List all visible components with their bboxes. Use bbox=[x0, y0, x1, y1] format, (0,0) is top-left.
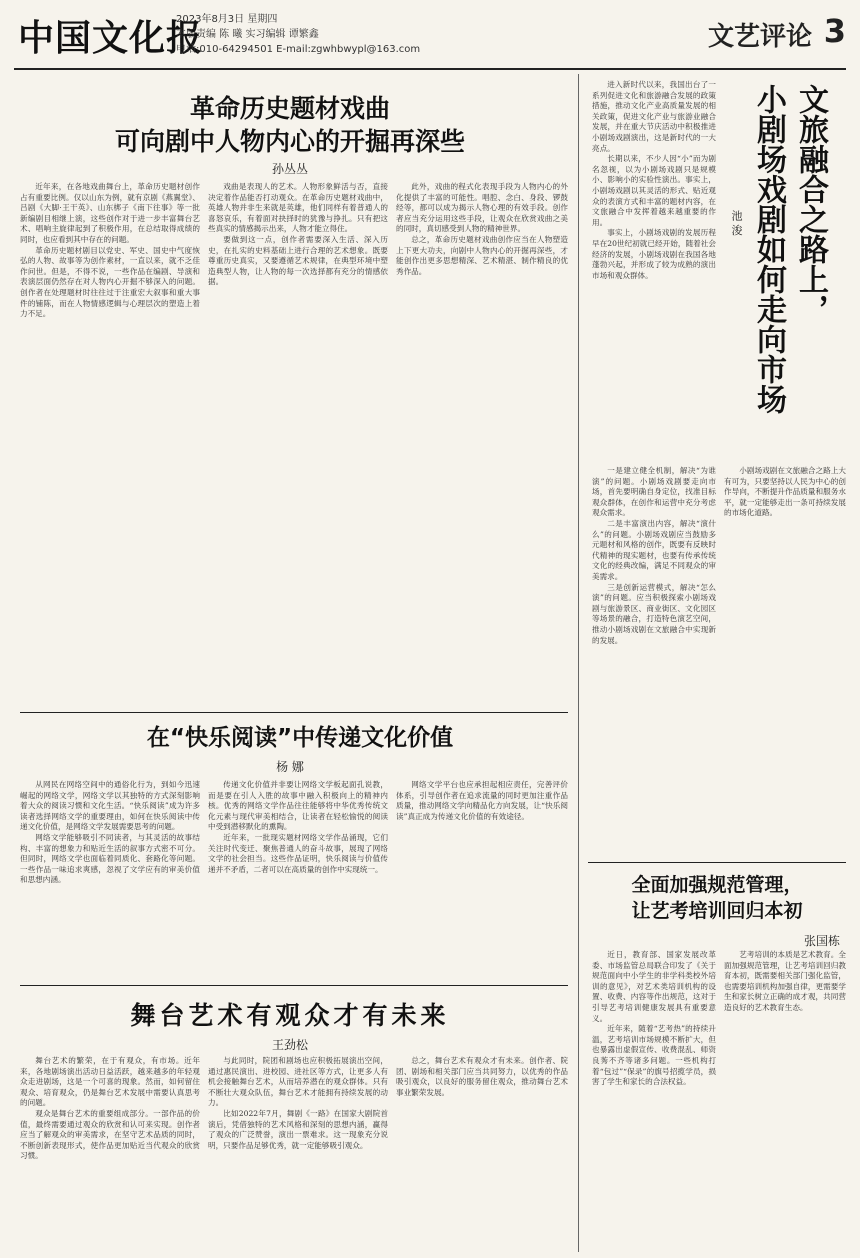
article-4-paragraph: 小剧场戏剧在文旅融合之路上大有可为，只要坚持以人民为中心的创作导向，不断提升作品质量和服务水平，就一定能够走出一条可持续发展的市场化道路。 bbox=[724, 466, 846, 518]
editor-line: 本版责编 陈 曦 实习编辑 谭繁鑫 bbox=[176, 29, 319, 40]
page-number: 3 bbox=[823, 12, 846, 50]
article-1-title-line-1: 革命历史题材戏曲 bbox=[189, 94, 390, 123]
article-3-paragraph: 观众是舞台艺术的重要组成部分。一部作品的价值，最终需要通过观众的欣赏和认可来实现。创作者应当了解观众的审美需求，在坚守艺术品质的同时，不断创新表现形式，使作品更加贴近当代观众的欣赏习惯。 bbox=[20, 1108, 200, 1161]
article-1-headline bbox=[40, 92, 540, 158]
article-2-column-2 bbox=[208, 780, 388, 980]
article-2-author: 杨 娜 bbox=[276, 760, 304, 774]
article-2-paragraph: 近年来，一批现实题材网络文学作品涌现，它们关注时代变迁、聚焦普通人的奋斗故事，展现了网络文学的社会担当。这些作品证明，快乐阅读与价值传递并不矛盾，二者可以在高质量的创作中实现统一。 bbox=[208, 832, 388, 874]
article-1-paragraph: 此外，戏曲的程式化表现手段为人物内心的外化提供了丰富的可能性。唱腔、念白、身段、锣鼓经等，都可以成为揭示人物心理的有效手段。创作者应当充分运用这些手段，让观众在欣赏戏曲之美的同时，真切感受到人物的精神世界。 bbox=[396, 182, 568, 234]
article-3-headline: 舞台艺术有观众才有未来 bbox=[130, 1001, 450, 1030]
article-4-paragraph: 长期以来，不少人因“小”而为剧名忽视，以为小剧场戏剧只是规模小、影响小的实验性演出。事实上，小剧场戏剧以其灵活的形式、贴近观众的表演方式和丰富的题材内容，在文旅融合中发挥着越来越重要的作用。 bbox=[592, 154, 716, 227]
masthead-rule bbox=[14, 68, 846, 70]
article-5-headline bbox=[590, 872, 844, 924]
article-5-title-line-2: 让艺考培训回归本初 bbox=[631, 900, 803, 922]
article-5-column-2 bbox=[724, 950, 846, 1250]
article-3-column-3 bbox=[396, 1056, 568, 1252]
article-5-column-1 bbox=[592, 950, 716, 1250]
article-3-column-1 bbox=[20, 1056, 200, 1252]
contact-line: 电话:010-64294501 E-mail:zgwhbwypl@163.com bbox=[176, 44, 421, 55]
issue-meta bbox=[176, 12, 420, 57]
article-5-author: 张国栋 bbox=[803, 934, 840, 948]
article-3-author: 王劲松 bbox=[271, 1038, 308, 1052]
article-1-paragraph: 要做到这一点，创作者需要深入生活、深入历史，在扎实的史料基础上进行合理的艺术想象。既要尊重历史真实，又要遵循艺术规律，在典型环境中塑造典型人物，让人物的每一次选择都有充分的情感依据。 bbox=[208, 234, 388, 287]
article-1-column-3 bbox=[396, 182, 568, 702]
divider bbox=[20, 712, 568, 713]
column-divider bbox=[578, 74, 579, 1252]
article-3-paragraph: 比如2022年7月，舞剧《一路》在国家大剧院首演后，凭借独特的艺术风格和深刻的思想内涵，赢得了观众的广泛赞誉，演出一票难求。这一现象充分说明，只要作品足够优秀，就一定能够吸引观众。 bbox=[208, 1108, 388, 1150]
article-1-paragraph: 戏曲是表现人的艺术。人物形象鲜活与否，直接决定着作品能否打动观众。在革命历史题材戏曲中，英雄人物并非生来就是英雄，他们同样有着普通人的喜怒哀乐，有着面对抉择时的犹豫与挣扎。只有把这些真实的情感揭示出来，人物才能立得住。 bbox=[208, 182, 388, 234]
article-2-paragraph: 网络文学能够吸引不同读者，与其灵活的故事结构、丰富的想象力和贴近生活的叙事方式密不可分。但同时，网络文学也面临着同质化、套路化等问题。一些作品一味追求爽感，忽视了文学应有的审美价值和思想内涵。 bbox=[20, 832, 200, 885]
article-5-paragraph: 近日，教育部、国家发展改革委、市场监管总局联合印发了《关于规范面向中小学生的非学科类校外培训的意见》，对艺术类培训机构的设置、收费、内容等作出规范，这对于引导艺考培训健康发展具有重要意义。 bbox=[592, 950, 716, 1023]
article-4-headline: 小剧场戏剧如何走向市场 bbox=[751, 84, 786, 414]
article-4-paragraph: 进入新时代以来，我国出台了一系列促进文化和旅游融合发展的政策措施，推动文化产业高质量发展的相关政策，促进文化产业与旅游业融合发展，并在重大节庆活动中积极推进小剧场戏剧演出，这是新时代的一大亮点。 bbox=[592, 80, 716, 153]
article-4-paragraph: 三是创新运营模式，解决“怎么演”的问题。应当积极探索小剧场戏剧与旅游景区、商业街区、文化园区等场景的融合，打造特色演艺空间，推动小剧场戏剧在文旅融合中实现新的发展。 bbox=[592, 582, 716, 645]
article-1-paragraph: 革命历史题材剧目以党史、军史、国史中气度恢弘的人物、故事等为创作素材，一直以来，就不乏佳作问世。但是，不得不说，一些作品在编剧、导演和表演层面仍然存在对人物内心开掘不够深入的问题。创作者在处理题材时往往过于注重宏大叙事和重大事件的铺陈，而在人物情感逻辑与心理层次的塑造上着力不足。 bbox=[20, 245, 200, 319]
article-4-paragraph: 事实上，小剧场戏剧的发展历程早在20世纪初就已经开始，随着社会经济的发展，小剧场戏剧在我国各地蓬勃兴起，并形成了较为成熟的演出市场和观众群体。 bbox=[592, 228, 716, 280]
article-3-paragraph: 与此同时，院团和剧场也应积极拓展演出空间，通过惠民演出、进校园、进社区等方式，让更多人有机会接触舞台艺术，从而培养潜在的观众群体。只有不断壮大观众队伍，舞台艺术才能拥有持续发展的动力。 bbox=[208, 1056, 388, 1108]
article-4-column-top bbox=[592, 80, 716, 460]
article-2-column-3 bbox=[396, 780, 568, 980]
article-1-paragraph: 近年来，在各地戏曲舞台上，革命历史题材创作占有重要比例。仅以山东为例，就有京剧《燕翼堂》、吕剧《大脚·王干英》、山东梆子《南下往事》等一批新编剧目相继上演，这些创作对于进一步丰富舞台艺术、唱响主旋律起到了积极作用，在总结取得成绩的同时，也应看到其中存在的问题。 bbox=[20, 182, 200, 244]
masthead bbox=[14, 6, 846, 68]
article-3-column-2 bbox=[208, 1056, 388, 1252]
article-4-author: 池 浚 bbox=[730, 210, 743, 236]
article-2-column-1 bbox=[20, 780, 200, 980]
article-5-paragraph: 艺考培训的本质是艺术教育。全面加强规范管理，让艺考培训回归教育本初，既需要相关部门强化监管，也需要培训机构加强自律，更需要学生和家长树立正确的成才观，共同营造良好的艺术教育生态。 bbox=[724, 950, 846, 1012]
divider bbox=[588, 862, 846, 863]
article-2-paragraph: 网络文学平台也应承担起相应责任，完善评价体系，引导创作者在追求流量的同时更加注重作品质量，推动网络文学向精品化方向发展，让“快乐阅读”真正成为传递文化价值的有效途径。 bbox=[396, 780, 568, 821]
article-1-title-line-2: 可向剧中人物内心的开掘再深些 bbox=[114, 127, 465, 156]
article-2-paragraph: 从网民在网络空间中的通俗化行为，到如今迅速崛起的网络文学，网络文学以其独特的方式深刻影响着大众的阅读习惯和文化生活。“快乐阅读”成为许多读者选择网络文学的重要理由，如何在快乐阅读中传递文化价值，是网络文学发展需要思考的问题。 bbox=[20, 780, 200, 832]
issue-date: 2023年8月3日 星期四 bbox=[176, 14, 278, 25]
article-5-paragraph: 近年来，随着“艺考热”的持续升温，艺考培训市场规模不断扩大，但也暴露出虚假宣传、收费混乱、师资良莠不齐等诸多问题。一些机构打着“包过”“保录”的旗号招揽学员，损害了学生和家长的合法权益。 bbox=[592, 1024, 716, 1087]
article-4-paragraph: 二是丰富演出内容，解决“演什么”的问题。小剧场戏剧应当鼓励多元题材和风格的创作，既要有反映时代精神的现实题材，也要有传承传统文化的经典改编，满足不同观众的审美需求。 bbox=[592, 518, 716, 581]
article-5-title-line-1: 全面加强规范管理， bbox=[631, 874, 803, 896]
article-1-paragraph: 总之，革命历史题材戏曲创作应当在人物塑造上下更大功夫，向剧中人物内心的开掘再深些，才能创作出更多思想精深、艺术精湛、制作精良的优秀作品。 bbox=[396, 234, 568, 276]
article-3-paragraph: 总之，舞台艺术有观众才有未来。创作者、院团、剧场和相关部门应当共同努力，以优秀的作品吸引观众，以良好的服务留住观众，推动舞台艺术事业繁荣发展。 bbox=[396, 1056, 568, 1097]
divider bbox=[20, 985, 568, 986]
article-4-paragraph: 一是建立健全机制，解决“为谁演”的问题。小剧场戏剧要走向市场，首先要明确自身定位，找准目标观众群体，在创作和运营中充分考虑观众需求。 bbox=[592, 466, 716, 518]
section-name: 文艺评论 bbox=[707, 22, 812, 52]
article-2-paragraph: 传递文化价值并非要让网络文学板起面孔说教，而是要在引人入胜的故事中融入积极向上的精神内核。优秀的网络文学作品往往能够将中华优秀传统文化元素与现代审美相结合，让读者在轻松愉悦的阅读中受到潜移默化的熏陶。 bbox=[208, 780, 388, 832]
newspaper-logo: 中国文化报 bbox=[18, 17, 204, 59]
article-1-author: 孙丛丛 bbox=[271, 162, 308, 176]
article-4-kicker: 文旅融合之路上， bbox=[793, 84, 828, 324]
article-3-paragraph: 舞台艺术的繁荣，在于有观众，有市场。近年来，各地剧场演出活动日益活跃，越来越多的年轻观众走进剧场，这是一个可喜的现象。然而，如何留住观众、培育观众，仍是舞台艺术发展中需要认真思考的问题。 bbox=[20, 1056, 200, 1108]
article-1-column-2 bbox=[208, 182, 388, 702]
article-2-headline: 在“快乐阅读”中传递文化价值 bbox=[146, 725, 454, 751]
article-1-column-1 bbox=[20, 182, 200, 702]
